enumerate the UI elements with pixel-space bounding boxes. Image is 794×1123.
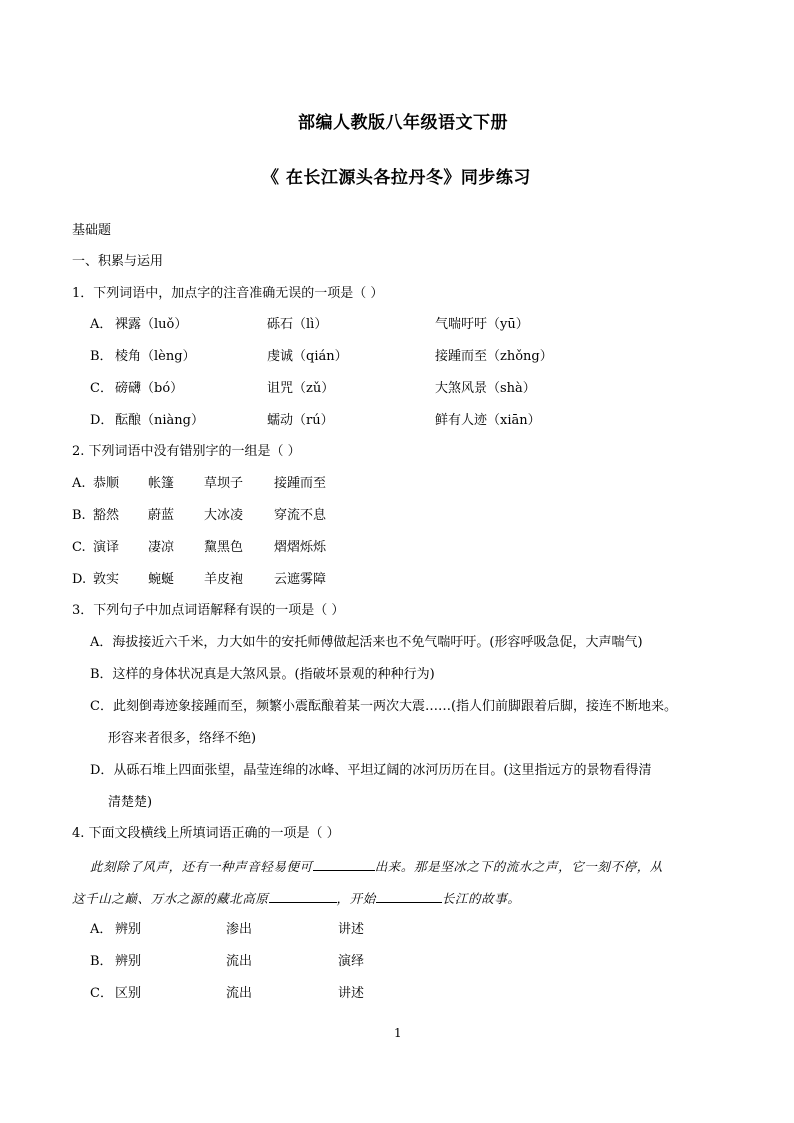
option-letter: C． [90,381,113,396]
option-col-3: 大煞风景（shà） [435,381,536,396]
option-col-2: 流出 [226,986,253,1001]
section-label: 基础题 [72,223,112,238]
option-letter: C. [72,540,86,555]
option-word-4: 穿流不息 [274,508,327,523]
option-word-3: 羊皮袍 [204,572,244,587]
option-col-1: 辨别 [115,922,142,937]
option-word-3: 黧黑色 [204,540,244,555]
q3-option-d-line-2: 清楚楚) [108,795,153,810]
option-col-3: 接踵而至（zhǒng） [435,349,553,364]
q3-option-c-line-1: C．此刻倒毒迹象接踵而至，频繁小震酝酿着某一两次大震……(指人们前脚跟着后脚，接连不断地来。 [90,699,678,714]
option-col-2: 诅咒（zǔ） [267,381,335,396]
passage-text: 出来。那是坚冰之下的流水之声，它一刻不停，从 [374,859,663,874]
question-4-stem: 4. 下面文段横线上所填词语正确的一项是（ ） [72,826,340,841]
q3-option-a: A．海拔接近六千米，力大如牛的安托师傅做起活来也不免气喘吁吁。(形容呼吸急促，大声喘气) [90,635,643,650]
document-subtitle: 《 在长江源头各拉丹冬》同步练习 [262,168,531,188]
option-col-3: 讲述 [338,922,365,937]
answer-blank[interactable] [269,890,337,903]
option-col-3: 讲述 [338,986,365,1001]
option-col-2: 流出 [226,954,253,969]
option-col-1: 辨别 [115,954,142,969]
option-letter: A. [72,476,86,491]
page-number: 1 [394,1026,402,1040]
option-word-4: 接踵而至 [274,476,327,491]
option-col-3: 演绎 [338,954,365,969]
answer-blank[interactable] [313,858,375,871]
option-col-3: 鲜有人迹（xiān） [435,413,541,428]
option-word-1: 演译 [93,540,120,555]
passage-text: 长江的故事。 [441,891,521,906]
option-letter: D． [90,413,114,428]
option-word-2: 蔚蓝 [148,508,175,523]
option-col-1: 酝酿（niàng） [115,413,204,428]
question-1-stem: 1．下列词语中，加点字的注音准确无误的一项是（ ） [72,286,384,301]
passage-text: ，开始 [336,891,376,906]
q4-passage-line-2 [72,889,520,907]
question-2-stem: 2. 下列词语中没有错别字的一组是（ ） [72,444,301,459]
q3-option-d-line-1: D．从砾石堆上四面张望，晶莹连绵的冰峰、平坦辽阔的冰河历历在目。(这里指远方的景物看得清 [90,763,652,778]
option-word-4: 云遮雾障 [274,572,327,587]
option-letter: A． [90,922,113,937]
option-col-2: 砾石（lì） [267,317,328,332]
option-col-2: 虔诚（qián） [267,349,348,364]
option-col-2: 渗出 [226,922,253,937]
option-word-1: 豁然 [93,508,120,523]
question-3-stem: 3．下列句子中加点词语解释有误的一项是（ ） [72,603,345,618]
q4-passage-line-1 [90,857,663,875]
option-word-1: 敦实 [93,572,120,587]
answer-blank[interactable] [376,890,442,903]
option-letter: B． [90,349,113,364]
option-word-1: 恭顺 [93,476,120,491]
option-col-3: 气喘吁吁（yū） [435,317,529,332]
option-word-2: 帐篷 [148,476,175,491]
passage-text: 这千山之巅、万水之源的藏北高原 [72,891,269,906]
option-word-3: 草坝子 [204,476,244,491]
option-letter: B. [72,508,86,523]
option-letter: C． [90,986,113,1001]
option-col-1: 区别 [115,986,142,1001]
passage-text: 此刻除了风声，还有一种声音轻易便可 [90,859,313,874]
q3-option-c-line-2: 形容来者很多，络绎不绝) [108,731,257,746]
option-col-2: 蠕动（rú） [267,413,334,428]
option-col-1: 棱角（lèng） [115,349,196,364]
option-letter: B． [90,954,113,969]
option-word-2: 蜿蜒 [148,572,175,587]
document-title: 部编人教版八年级语文下册 [298,113,508,133]
q3-option-b: B．这样的身体状况真是大煞风景。(指破坏景观的种种行为) [90,667,435,682]
option-word-3: 大冰凌 [204,508,244,523]
option-letter: D. [72,572,87,587]
option-col-1: 磅礴（bó） [115,381,184,396]
option-col-1: 裸露（luǒ） [115,317,188,332]
option-letter: A． [90,317,113,332]
option-word-4: 熠熠烁烁 [274,540,327,555]
part-label: 一、积累与运用 [72,254,164,269]
option-word-2: 凄凉 [148,540,175,555]
